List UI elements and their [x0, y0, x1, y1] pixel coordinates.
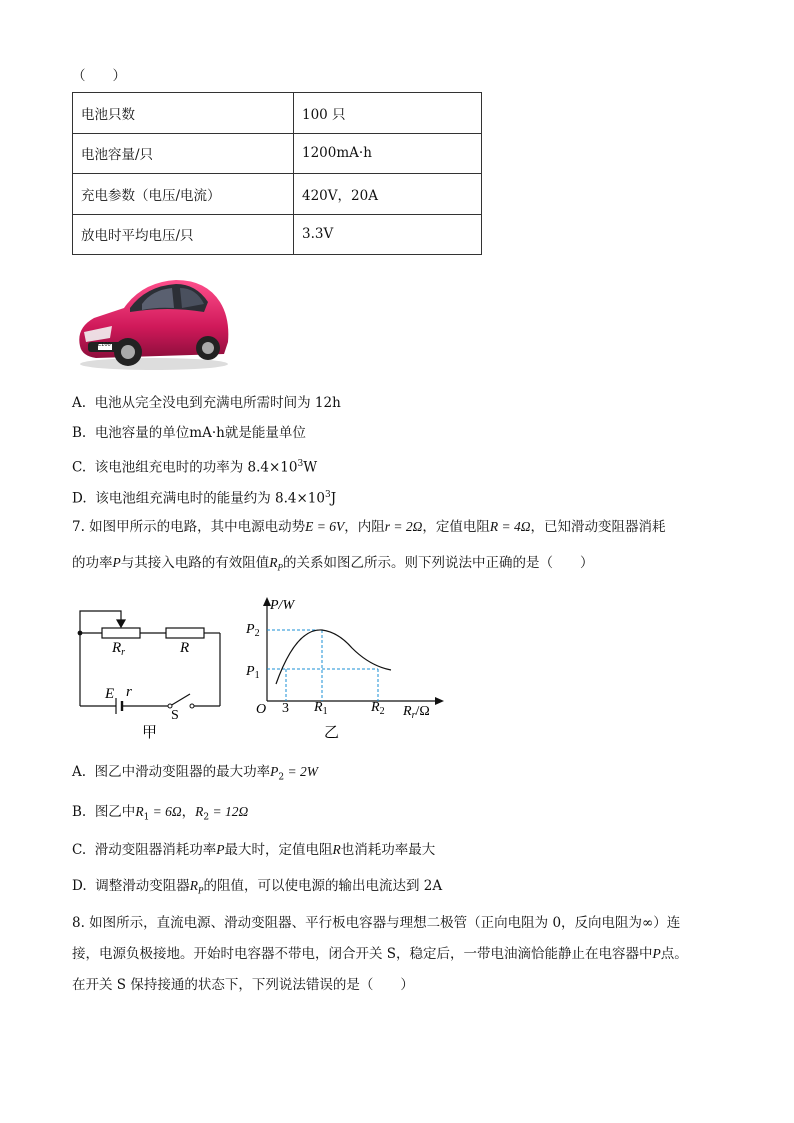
- option-letter: D.: [72, 878, 87, 894]
- option-text: 滑动变阻器消耗功率: [94, 842, 217, 858]
- math-fixed-r: R = 4Ω: [489, 519, 531, 534]
- tick-3: 3: [282, 701, 289, 716]
- table-cell-label: 电池只数: [73, 93, 294, 134]
- option-letter: C.: [72, 842, 87, 858]
- option-text: 电池从完全没电到充满电所需时间为 12h: [94, 395, 341, 411]
- q7-option-c: [72, 840, 435, 860]
- superscript: 3: [325, 490, 331, 500]
- q7-stem-line1: [72, 517, 666, 537]
- table-cell-value: 1200mA·h: [294, 133, 482, 174]
- option-letter: A.: [72, 395, 87, 411]
- math-p: P: [112, 555, 121, 570]
- answer-paren: （ ）: [72, 68, 126, 84]
- option-letter: B.: [72, 425, 87, 441]
- math-r: R: [332, 842, 341, 857]
- math-value: = 2W: [284, 764, 318, 779]
- math-subscript: 1: [143, 812, 150, 823]
- stem-text: 的关系如图乙所示。则下列说法中正确的是（ ）: [283, 555, 594, 571]
- q8-stem-line2: [72, 944, 688, 964]
- r1-label: $R_1$: [314, 700, 328, 717]
- math-p: P: [652, 946, 661, 961]
- option-a: [72, 393, 341, 413]
- x-axis-label: $R_r/\Omega$: [403, 704, 430, 721]
- figure-caption-yi: 乙: [324, 725, 340, 741]
- option-letter: A.: [72, 764, 87, 780]
- option-unit: J: [330, 490, 337, 507]
- rheostat-label: $R_r$: [112, 640, 126, 658]
- table-row: [73, 214, 482, 255]
- math-value: = 6Ω: [149, 804, 182, 819]
- option-letter: D.: [72, 490, 87, 507]
- option-text: 图乙中: [94, 804, 136, 820]
- table-cell-value: 100 只: [294, 93, 482, 134]
- math-internal-r: r = 2Ω: [384, 519, 423, 534]
- q8-stem-line3: 在开关 S 保持接通的状态下，下列说法错误的是（ ）: [72, 977, 414, 993]
- q7-stem-line2: [72, 553, 594, 578]
- switch-blade: [170, 694, 190, 706]
- stem-text: 与其接入电路的有效阻值: [120, 555, 270, 571]
- option-text: 图乙中滑动变阻器的最大功率: [94, 764, 271, 780]
- p2-label: $P_2$: [246, 622, 260, 639]
- electric-car-image: [72, 272, 232, 372]
- option-text: 调整滑动变阻器: [95, 878, 190, 894]
- table-cell-label: 放电时平均电压/只: [73, 214, 294, 255]
- option-unit: W: [303, 459, 318, 476]
- stem-text: 接，电源负极接地。开始时电容器不带电，闭合开关 S，稳定后，一带电油滴恰能静止在电容器中: [72, 946, 653, 962]
- stem-text: 的功率: [72, 555, 113, 571]
- table-cell-value: 3.3V: [294, 214, 482, 255]
- math-emf: E = 6V: [305, 519, 345, 534]
- math-subscript: P: [277, 562, 283, 573]
- stem-text: 点。: [660, 946, 688, 962]
- power-curve: [276, 630, 391, 684]
- power-resistance-graph: [240, 592, 450, 747]
- option-text: 电池容量的单位mA·h就是能量单位: [94, 425, 306, 441]
- math-p: P: [216, 842, 225, 857]
- math-p: P: [270, 764, 279, 779]
- option-text: 该电池组充满电时的能量约为 8.4×10: [95, 490, 325, 507]
- math-r1: R: [135, 804, 144, 819]
- option-letter: C.: [72, 459, 87, 476]
- stem-text: ，定值电阻: [422, 519, 490, 535]
- separator: ，: [181, 804, 196, 820]
- math-subscript: 2: [203, 812, 210, 823]
- option-text: 的阻值，可以使电源的输出电流达到 2A: [203, 878, 443, 894]
- circuit-diagram: [72, 600, 232, 745]
- option-text: 该电池组充电时的功率为 8.4×10: [94, 459, 298, 476]
- table-row: [73, 133, 482, 174]
- emf-label: E: [105, 686, 115, 702]
- option-c: [72, 454, 317, 478]
- math-subscript: 2: [278, 772, 285, 783]
- stem-text: ，内阻: [344, 519, 385, 535]
- option-text: 最大时，定值电阻: [224, 842, 333, 858]
- stem-text: 7. 如图甲所示的电路，其中电源电动势: [72, 519, 306, 535]
- q7-option-b: [72, 802, 248, 828]
- q7-option-d: [72, 876, 442, 901]
- math-rp: R: [189, 878, 198, 893]
- option-b: [72, 423, 306, 443]
- table-cell-value: 420V，20A: [294, 174, 482, 215]
- superscript: 3: [297, 459, 304, 469]
- resistor-label: R: [180, 640, 190, 656]
- option-letter: B.: [72, 804, 87, 820]
- table-cell-label: 电池容量/只: [73, 133, 294, 174]
- internal-r-label: r: [126, 684, 132, 700]
- r2-label: $R_2$: [371, 700, 385, 717]
- x-axis-arrow: [435, 697, 444, 705]
- p1-label: $P_1$: [246, 664, 260, 681]
- option-text: 也消耗功率最大: [340, 842, 436, 858]
- fixed-resistor: [166, 628, 204, 638]
- origin-label: O: [256, 702, 267, 717]
- option-d: [72, 485, 336, 509]
- math-rp: R: [269, 555, 278, 570]
- math-value: = 12Ω: [209, 804, 249, 819]
- battery-spec-table: [72, 92, 482, 255]
- stem-text: ，已知滑动变阻器消耗: [530, 519, 666, 535]
- figure-caption-jia: 甲: [142, 725, 158, 741]
- rheostat-resistor: [102, 628, 140, 638]
- q8-stem-line1: 8. 如图所示，直流电源、滑动变阻器、平行板电容器与理想二极管（正向电阻为 0，反向电阻为∞）连: [72, 915, 681, 931]
- math-subscript: P: [197, 885, 204, 896]
- car-plate: E100: [98, 342, 111, 348]
- q7-option-a: [72, 762, 318, 788]
- switch-label: S: [171, 708, 179, 723]
- table-row: [73, 93, 482, 134]
- math-r2: R: [195, 804, 204, 819]
- table-cell-label: 充电参数（电压/电流）: [73, 174, 294, 215]
- table-row: [73, 174, 482, 215]
- y-axis-label: P/W: [270, 598, 295, 613]
